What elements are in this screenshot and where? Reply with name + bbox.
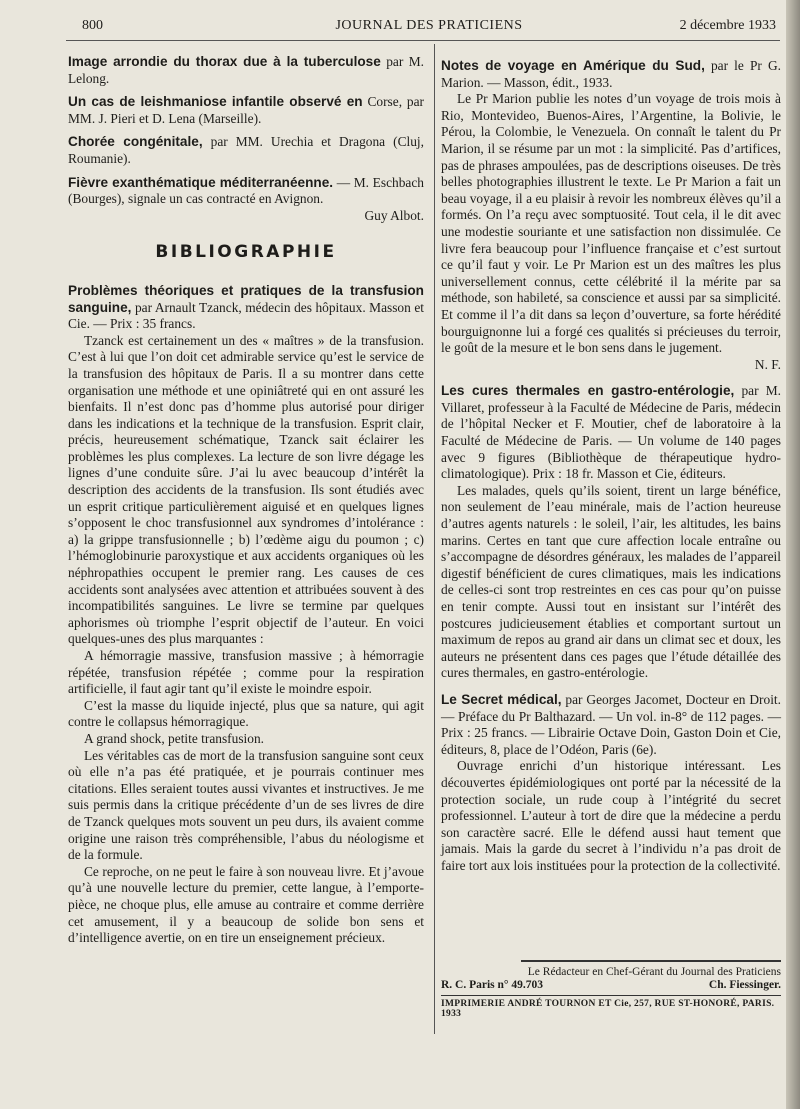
note-text: — M. Eschbach (Bourges), signale un cas contracté en Avignon. <box>68 174 424 207</box>
page-number: 800 <box>82 18 103 33</box>
book-meta: par Georges Jacomet, Docteur en Droit. — Préface du Pr Balthazard. — Un vol. in-8° de 112 pages. — Prix : 25 francs. — Librairie Octave Doin, Gaston Doin et Cie, éditeurs, 8, place de l’Odéon, Paris (6e). <box>441 691 781 757</box>
page-edge-shadow <box>786 0 800 1109</box>
editor-line: Le Rédacteur en Chef-Gérant du Journal des Praticiens <box>527 966 781 978</box>
signature: Guy Albot. <box>364 207 424 223</box>
book-title: Le Secret médical, <box>441 691 562 707</box>
printer-line: IMPRIMERIE ANDRÉ TOURNON ET Cie, 257, RUE ST-HONORÉ, PARIS. 1933 <box>441 999 775 1019</box>
footer-rule <box>521 960 781 962</box>
book-review-secret-medical <box>441 692 781 875</box>
note-title: Un cas de leishmaniose infantile observé en <box>68 94 363 110</box>
book-meta: par le Pr G. Marion. — Masson, édit., 1933. <box>441 58 781 90</box>
review-paragraph: Les malades, quels qu’ils soient, tirent un large bénéfice, non seulement de l’eau minérale, mais de l’action heureuse d’autres agents naturels : le soleil, l’air, les altitudes, les bains marins. Certes en tant que cure affection locale entraîne ou s’accompagne de désordres généraux, les malades de l’appareil digestif bénéficient de cures climatiques, mais les indications de celles-ci sont trop restreintes en ces cas pour qu’on puisse en tenir compte. Aussi tout en insistant sur l’intérêt des postcures judicieusement établies et comportant surtout un maximum de repos au grand air dans un climat sec et doux, les auteurs ne présentent dans ces pages que l’étude détaillée des cures thermales, en gastro-entérologie. <box>441 482 781 681</box>
book-title: Problèmes théoriques et pratiques de la transfusion sanguine, <box>68 282 424 315</box>
header-rule <box>66 40 780 41</box>
review-paragraph: Les véritables cas de mort de la transfusion sanguine sont ceux où elle n’a pas été pratiquée, et je pourrais continuer mes citations. Elles seraient toutes aussi vivantes et instructives. Je me suis permis dans la critique précédente d’un de ses livres de dire de Tzanck quelques mots souvent un peu durs, ils avaient comme origine une raison très compréhensible, l’abus du néologisme et de la formule. <box>68 747 424 863</box>
manager-name: Ch. Fiessinger. <box>708 979 781 991</box>
footer-rule <box>441 995 781 996</box>
note-title: Chorée congénitale, <box>68 134 203 150</box>
registry-number: R. C. Paris n° 49.703 <box>441 979 544 991</box>
review-paragraph: A grand shock, petite transfusion. <box>84 730 264 746</box>
registry-line <box>441 979 781 991</box>
note-entry <box>68 134 424 167</box>
book-title: Les cures thermales en gastro-entérologie, <box>441 383 735 399</box>
review-paragraph: A hémorragie massive, transfusion massive ; à hémorragie répétée, transfusion répétée ; comme pour la respiration artificielle, il faut agir tant qu’il existe le moindre espoir. <box>68 648 424 697</box>
note-title: Image arrondie du thorax due à la tuberculose <box>68 54 381 69</box>
issue-date: 2 décembre 1933 <box>679 18 776 33</box>
running-header <box>82 18 776 40</box>
book-review-cures-thermales <box>441 383 781 682</box>
section-heading: BIBLIOGRAPHIE <box>155 242 337 263</box>
review-paragraph: Ouvrage enrichi d’un historique intéressant. Les découvertes épidémiologiques ont porté par la nécessité de la protection sociale, un rude coup à l’intégrité du secret professionnel. L’auteur à tort de dire que la médecine a perdu son caractère sacré. Elle le défend aussi haut tement que jamais. Mais la garde du secret à l’individu n’a pas droit de faire tort aux lois instituées pour la protection de la collectivité. <box>441 758 781 873</box>
journal-title: JOURNAL DES PRATICIENS <box>335 18 523 33</box>
signature: N. F. <box>754 356 781 372</box>
review-paragraph: Tzanck est certainement un des « maîtres » de la transfusion. C’est à lui que l’on doit cet admirable service qu’est le service de la transfusion des hôpitaux de Paris. Il a su montrer dans cette organisation une méthode et une opiniâtreté qui en ont assuré les bienfaits. Il n’est donc pas d’homme plus autorisé pour diriger dans les indications et la technique de la transfusion. Esprit clair, précis, heureusement schématique, Tzanck sait éclairer les problèmes les plus complexes. La lecture de son livre dégage les lignes d’une conduite sûre. J’ai lu avec beaucoup d’intérêt la description des accidents de la transfusion. Ils sont étudiés avec un esprit critique particulièrement aiguisé et en quelques lignes s’opposent le choc transfusionnel aux syndromes d’intolérance : a) la grippe transfusionnelle ; b) l’œdème aigu du poumon ; c) l’hémoglobinurie paroxystique et aux accidents organiques où les néphropathies occupent le premier rang. Les causes de ces accidents sont analysées avec attention et attribuées souvent à des incompatibilités sanguines. Le livre se termine par quelques aphorismes où triomphe l’esprit objectif de l’auteur. En voici quelques-unes des plus marquantes : <box>68 332 424 647</box>
book-review-voyage <box>441 58 781 373</box>
note-entry <box>68 94 424 127</box>
book-meta: par Arnault Tzanck, médecin des hôpitaux. Masson et Cie. — Prix : 35 francs. <box>68 299 424 332</box>
book-title: Notes de voyage en Amérique du Sud, <box>441 58 705 73</box>
note-entry <box>68 54 424 87</box>
imprint-footer <box>441 960 781 1019</box>
left-column <box>68 54 424 957</box>
note-title: Fièvre exanthématique méditerranéenne. <box>68 174 334 190</box>
note-text: par M. Lelong. <box>68 54 424 86</box>
note-entry <box>68 175 424 225</box>
review-paragraph: C’est la masse du liquide injecté, plus que sa nature, qui agit contre le collapsus hémorragique. <box>68 697 424 730</box>
book-meta: par M. Villaret, professeur à la Faculté de Médecine de Paris, médecin de l’hôpital Necker et F. Moutier, chef de laboratoire à la Faculté de Médecine de Paris. — Un volume de 140 pages avec 9 figures (Bibliothèque de thérapeutique hydro-climatologique). Prix : 18 fr. Masson et Cie, éditeurs. <box>441 383 781 482</box>
right-column <box>441 58 781 885</box>
note-text: Corse, par MM. J. Pieri et D. Lena (Marseille). <box>68 94 424 126</box>
review-paragraph: Le Pr Marion publie les notes d’un voyage de trois mois à Rio, Montevideo, Buenos-Aires, l’Argentine, la Bolivie, le Pérou, la Colombie, le Venezuela. On connaît le talent du Pr Marion, il se résume par un mot : la simplicité. Pas d’artifices, pas de phrases ampoulées, pas de descriptions oiseuses. De très belles photographies illustrent le texte. Le Pr Marion a fait un beau voyage, il a eu plaisir à revoir les nombreux élèves qu’il a formés. On l’a reçu avec somptuosité. Tout cela, il le dit avec une modestie souriante et une satisfaction non dissimulée. Ce livre fera beaucoup pour l’influence française et c’est surtout ce qu’il faut y voir. Le Pr Marion est un des maîtres les plus universellement connus, cette célébrité il la mérite par sa méthode, son habileté, sa conscience et aussi par sa simplicité. Et comme il l’a dit dans sa leçon d’ouverture, sa forte hérédité bourguignonne lui a forgé ces qualités si précieuses du terroir, le goût de la mesure et le bon sens dans le jugement. <box>441 91 781 356</box>
book-review-transfusion <box>68 283 424 947</box>
review-paragraph: Ce reproche, on ne peut le faire à son nouveau livre. Et j’avoue qu’à une nouvelle lecture du premier, cette langue, à l’emporte-pièce, ne choque plus, elle amuse au contraire et comme derrière cet amusement, il y a beaucoup de solide bon sens et d’intelligence avertie, on en tire un enseignement précieux. <box>68 863 424 946</box>
note-text: par MM. Urechia et Dragona (Cluj, Roumanie). <box>68 134 424 166</box>
column-divider <box>434 44 435 1034</box>
